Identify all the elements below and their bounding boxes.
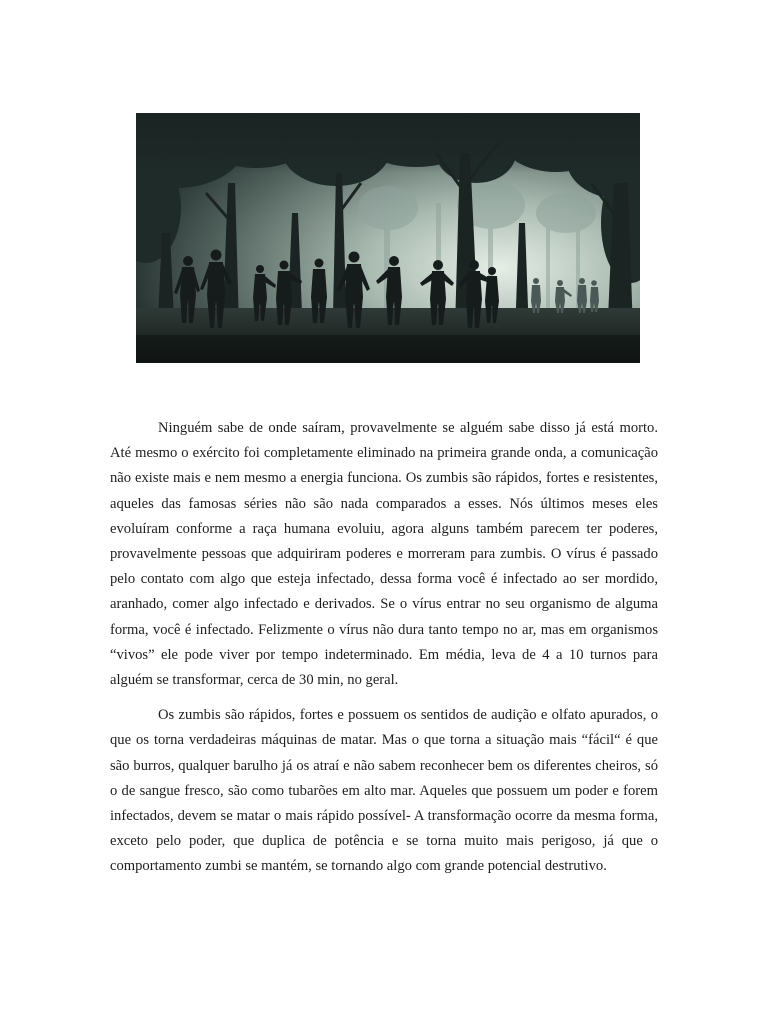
paragraph-1: Ninguém sabe de onde saíram, provavelmente se alguém sabe disso já está morto. Até mesmo o exército foi completamente eliminado na primeira grande onda, a comunicação não existe mais e nem mesmo a energia funciona. Os zumbis são rápidos, fortes e resistentes, aqueles das famosas séries não são nada comparados a esses. Nós últimos meses eles evoluíram conforme a raça humana evoluiu, agora alguns também parecem ter poderes, provavelmente pessoas que adquiriram poderes e morreram para zumbis. O vírus é passado pelo contato com algo que esteja infectado, dessa forma você é infectado ao ser mordido, aranhado, comer algo infectado e derivados. Se o vírus entrar no seu organismo de alguma forma, você é infectado. Felizmente o vírus não dura tanto tempo no ar, mas em organismos “vivos” ele pode viver por tempo indeterminado. Em média, leva de 4 a 10 turnos para alguém se transformar, cerca de 30 min, no geral.	[110, 420, 658, 689]
zombie-forest-illustration	[136, 113, 640, 363]
paragraph-2: Os zumbis são rápidos, fortes e possuem os sentidos de audição e olfato apurados, o que os torna verdadeiras máquinas de matar. Mas o que torna a situação mais “fácil“ é que são burros, qualquer barulho já os atraí e não sabem reconhecer bem os diferentes cheiros, só o de sangue fresco, são como tubarões em alto mar. Aqueles que possuem um poder e forem infectados, devem se matar o mais rápido possível- A transformação ocorre da mesma forma, exceto pelo poder, que duplica de potência e se torna muito mais perigoso, já que o comportamento zumbi se mantém, se tornando algo com grande potencial destrutivo.	[110, 707, 658, 875]
body-text	[110, 416, 658, 880]
